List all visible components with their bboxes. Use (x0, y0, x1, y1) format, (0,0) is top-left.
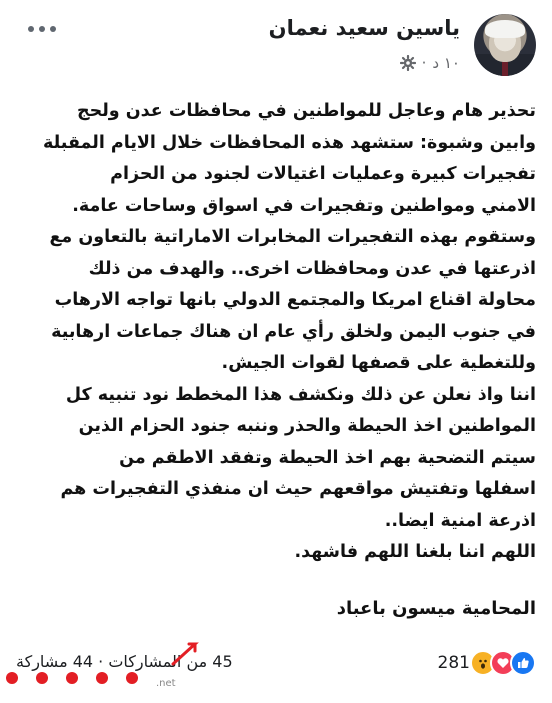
post-line: اننا واذ نعلن عن ذلك ونكشف هذا المخطط نود تنبيه كل (65, 384, 536, 405)
watermark-dots (6, 672, 138, 684)
reactions-summary[interactable] (438, 650, 536, 676)
more-dot (28, 26, 34, 32)
post-line: وللتغطية على قصفها لقوات الجيش. (221, 353, 536, 373)
author-avatar[interactable] (474, 14, 536, 76)
post-line: اللهم اننا بلغنا اللهم فاشهد. (294, 542, 536, 562)
reaction-count[interactable]: 281 (437, 653, 470, 673)
post-line: وابين وشبوة: ستشهد هذه المحافظات خلال الايام المقبلة (43, 132, 536, 153)
post-meta (400, 54, 460, 72)
post-body (16, 96, 536, 569)
watermark-dot (66, 672, 78, 684)
more-dot (39, 26, 45, 32)
share-comment-stats[interactable]: 45 من المشاركات · 44 مشاركة (16, 652, 233, 671)
meta-separator: · (421, 54, 427, 72)
post-line: محاولة اقناع امريكا والمجتمع الدولي بانها تواجه الارهاب (54, 290, 536, 310)
post-line: تحذير هام وعاجل للمواطنين في محافظات عدن ولحج (76, 101, 536, 121)
watermark-arrow-icon (169, 640, 201, 668)
post-line: تفجيرات كبيرة وعمليات اغتيالات لجنود من الحزام (110, 164, 536, 184)
more-dot (50, 26, 56, 32)
post-line: اذرعتها في عدن ومحافظات اخرى.. والهدف من ذلك (88, 258, 536, 279)
avatar-hair (485, 20, 525, 38)
watermark-dot (36, 672, 48, 684)
watermark-dot (96, 672, 108, 684)
post-line: اسفلها وتفتيش مواقعهم حيث ان منفذي التفجيرات هم (60, 479, 536, 499)
post-header (0, 0, 552, 90)
post-line: المواطنين اخذ الحيطة والحذر وننبه جنود الحزام الذين (78, 416, 536, 436)
gear-icon[interactable] (400, 55, 416, 71)
watermark-dot (6, 672, 18, 684)
more-dots-icon[interactable] (28, 26, 56, 32)
post-line: في جنوب اليمن ولخلق رأي عام ان هناك جماعات ارهابية (51, 321, 536, 342)
post-timestamp[interactable]: ١٠ د (432, 54, 460, 72)
post-signature: المحامية ميسون باعباد (336, 598, 536, 619)
site-watermark (6, 640, 196, 700)
author-name[interactable]: ياسين سعيد نعمان (268, 16, 460, 40)
post-line: اذرعة امنية ايضا.. (384, 510, 536, 531)
post-line: وستقوم بهذه التفجيرات المخابرات الاماراتية بالتعاون مع (49, 227, 536, 247)
watermark-domain: .net (156, 678, 176, 689)
watermark-dot (126, 672, 138, 684)
like-icon (510, 650, 536, 676)
post-line: الامني ومواطنين وتفجيرات في اسواق وساحات عامة. (72, 195, 536, 216)
post-line: سيتم التضحية بهم اخذ الحيطة وتفقد الاطقم من (119, 447, 536, 468)
